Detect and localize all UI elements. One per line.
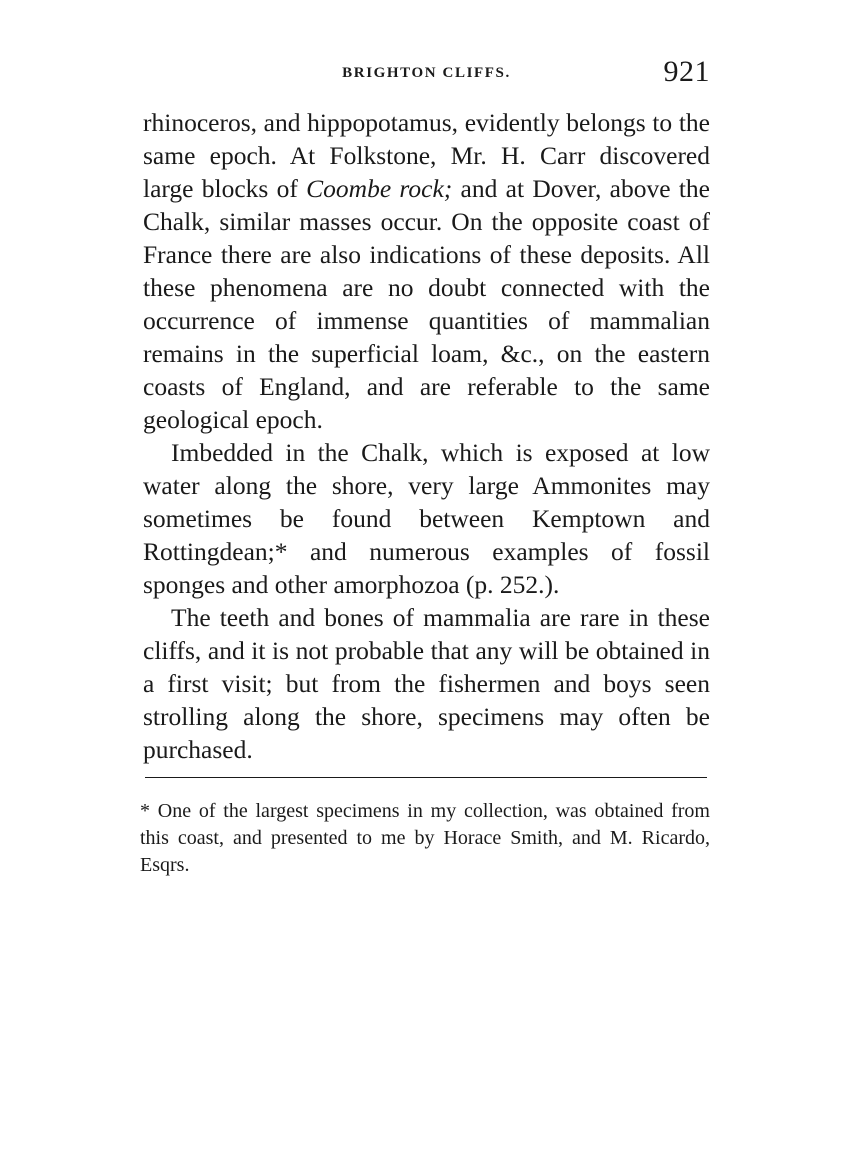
paragraph-mammalia: The teeth and bones of mammalia are rare in these cliffs, and it is not probable that any will be obtained in a first visit; but from the fishermen and boys seen strolling along the shore, specimens may often be purchased. [143, 603, 710, 764]
body-text [143, 106, 710, 766]
paragraph-continued [143, 106, 710, 436]
page-number: 921 [663, 55, 710, 88]
italic-term: Coombe rock; [306, 174, 453, 203]
running-head [143, 55, 710, 95]
paragraph-ammonites: Imbedded in the Chalk, which is exposed at low water along the shore, very large Ammonites may sometimes be found between Kemptown and Rottingdean;* and numerous examples of fossil sponges and other amorphozoa (p. 252.). [143, 438, 710, 599]
running-title: BRIGHTON CLIFFS. [342, 65, 511, 81]
footnote: * One of the largest specimens in my collection, was obtained from this coast, and presented to me by Horace Smith, and M. Ricardo, Esqrs. [140, 800, 710, 876]
paragraph-text: rhinoceros, and hippopotamus, evidently belongs to the same epoch. At Folkstone, Mr. H. Carr discovered large blocks of [143, 108, 710, 203]
paragraph-text: and at Dover, above the Chalk, similar masses occur. On the opposite coast of France there are also indications of these deposits. All these phenomena are no doubt connected with the occurrence of immense quantities of mammalian remains in the superficial loam, &c., on the eastern coasts of England, and are referable to the same geological epoch. [143, 174, 710, 434]
footnote-rule [145, 777, 707, 778]
